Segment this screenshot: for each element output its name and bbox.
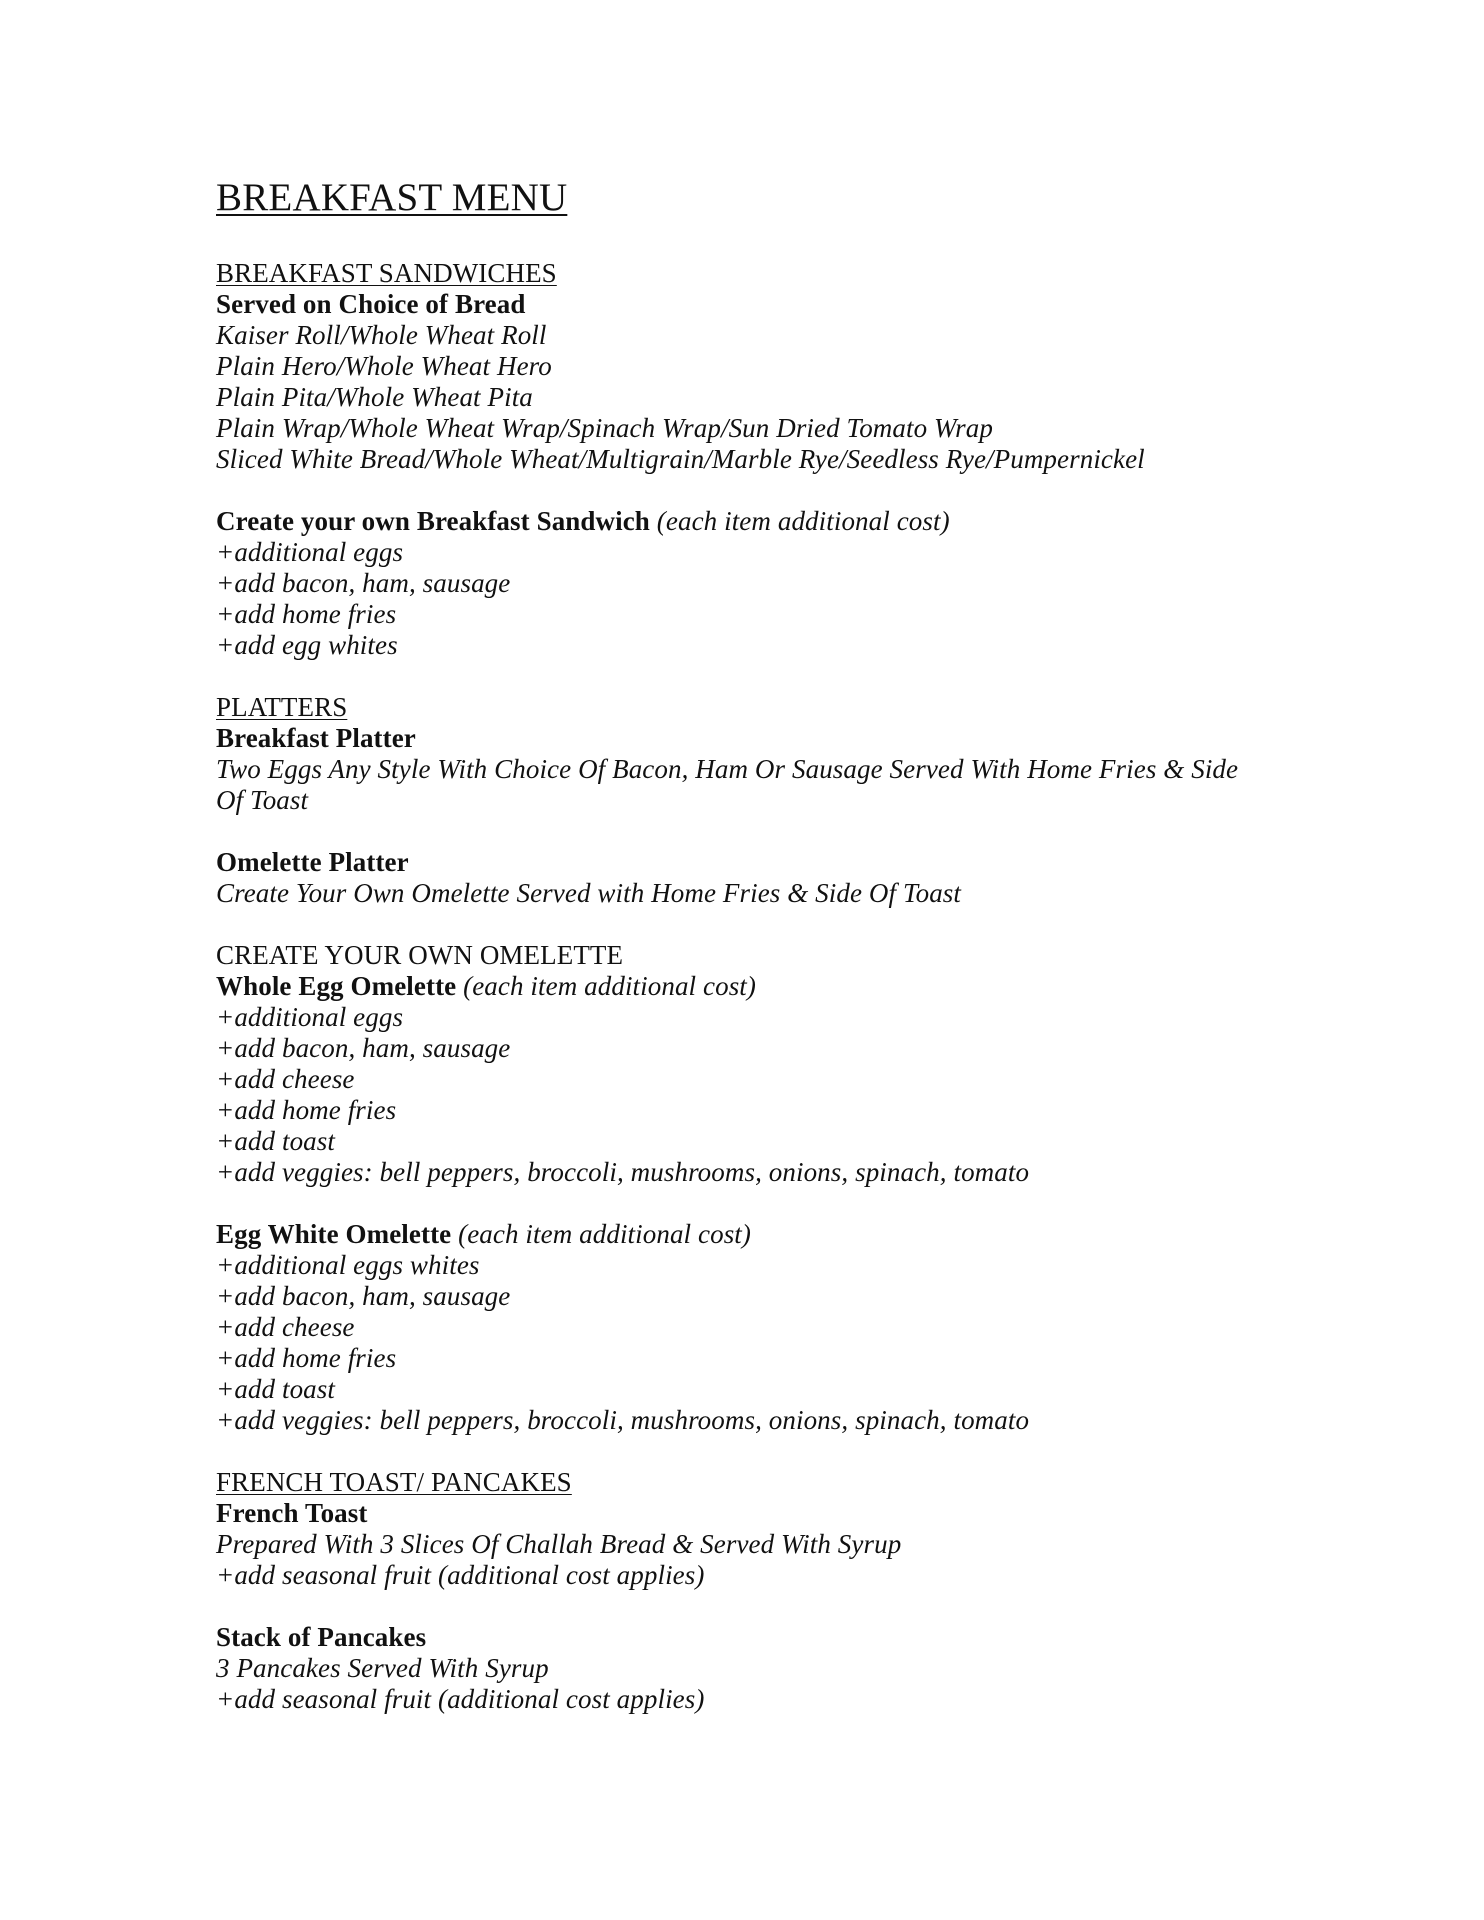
bread-option: Plain Wrap/Whole Wheat Wrap/Spinach Wrap/Sun Dried Tomato Wrap (216, 413, 993, 443)
section-heading-sandwiches: BREAKFAST SANDWICHES (216, 258, 557, 288)
cost-note: (each item additional cost) (463, 971, 756, 1001)
addon-item: +additional eggs (216, 1002, 404, 1032)
addon-item: +add seasonal fruit (additional cost applies) (216, 1684, 705, 1714)
addon-item: +add home fries (216, 599, 397, 629)
addon-item: +add bacon, ham, sausage (216, 1281, 511, 1311)
menu-item-name: Stack of Pancakes (216, 1622, 427, 1652)
spacer (216, 816, 1316, 847)
bread-option: Plain Pita/Whole Wheat Pita (216, 382, 533, 412)
addon-item: +add veggies: bell peppers, broccoli, mushrooms, onions, spinach, tomato (216, 1405, 1030, 1435)
cost-note: (each item additional cost) (458, 1219, 751, 1249)
menu-item-name: Egg White Omelette (216, 1219, 452, 1249)
menu-item-name: Omelette Platter (216, 847, 409, 877)
addon-item: +add home fries (216, 1343, 397, 1373)
menu-item-name: Breakfast Platter (216, 723, 416, 753)
spacer (216, 1188, 1316, 1219)
spacer (216, 1591, 1316, 1622)
addon-item: +additional eggs (216, 537, 404, 567)
bread-option: Kaiser Roll/Whole Wheat Roll (216, 320, 547, 350)
spacer (216, 475, 1316, 506)
spacer (216, 909, 1316, 940)
section-heading-platters: PLATTERS (216, 692, 348, 722)
french-toast-pancakes-section (216, 1467, 1316, 1715)
omelette-section (216, 940, 1316, 1436)
section-heading-omelette: CREATE YOUR OWN OMELETTE (216, 940, 624, 970)
addon-item: +add toast (216, 1374, 335, 1404)
menu-item-description: 3 Pancakes Served With Syrup (216, 1653, 549, 1683)
whole-egg-omelette-heading (216, 971, 1316, 1002)
addon-item: +add egg whites (216, 630, 398, 660)
menu-content (216, 176, 1316, 1715)
menu-item-description: Prepared With 3 Slices Of Challah Bread & Served With Syrup (216, 1529, 902, 1559)
menu-item-name: Whole Egg Omelette (216, 971, 457, 1001)
page-title: BREAKFAST MENU (216, 176, 568, 219)
bread-option: Sliced White Bread/Whole Wheat/Multigrain/Marble Rye/Seedless Rye/Pumpernickel (216, 444, 1145, 474)
addon-item: +add toast (216, 1126, 335, 1156)
addon-item: +add cheese (216, 1064, 355, 1094)
create-sandwich-title: Create your own Breakfast Sandwich (216, 506, 650, 536)
addon-item: +add veggies: bell peppers, broccoli, mushrooms, onions, spinach, tomato (216, 1157, 1030, 1187)
platters-section (216, 692, 1316, 909)
addon-item: +add seasonal fruit (additional cost applies) (216, 1560, 705, 1590)
spacer (216, 661, 1316, 692)
addon-item: +add bacon, ham, sausage (216, 1033, 511, 1063)
section-heading-french-toast-pancakes: FRENCH TOAST/ PANCAKES (216, 1467, 572, 1497)
sandwiches-section (216, 258, 1316, 661)
menu-item-name: French Toast (216, 1498, 368, 1528)
spacer (216, 1436, 1316, 1467)
menu-item-description: Create Your Own Omelette Served with Home Fries & Side Of Toast (216, 878, 962, 908)
menu-item-description: Two Eggs Any Style With Choice Of Bacon, Ham Or Sausage Served With Home Fries & Side Of Toast (216, 754, 1239, 815)
cost-note: (each item additional cost) (656, 506, 950, 536)
addon-item: +additional eggs whites (216, 1250, 480, 1280)
bread-choice-heading: Served on Choice of Bread (216, 289, 526, 319)
bread-option: Plain Hero/Whole Wheat Hero (216, 351, 552, 381)
addon-item: +add cheese (216, 1312, 355, 1342)
create-sandwich-heading (216, 506, 1316, 537)
addon-item: +add home fries (216, 1095, 397, 1125)
addon-item: +add bacon, ham, sausage (216, 568, 511, 598)
egg-white-omelette-heading (216, 1219, 1316, 1250)
